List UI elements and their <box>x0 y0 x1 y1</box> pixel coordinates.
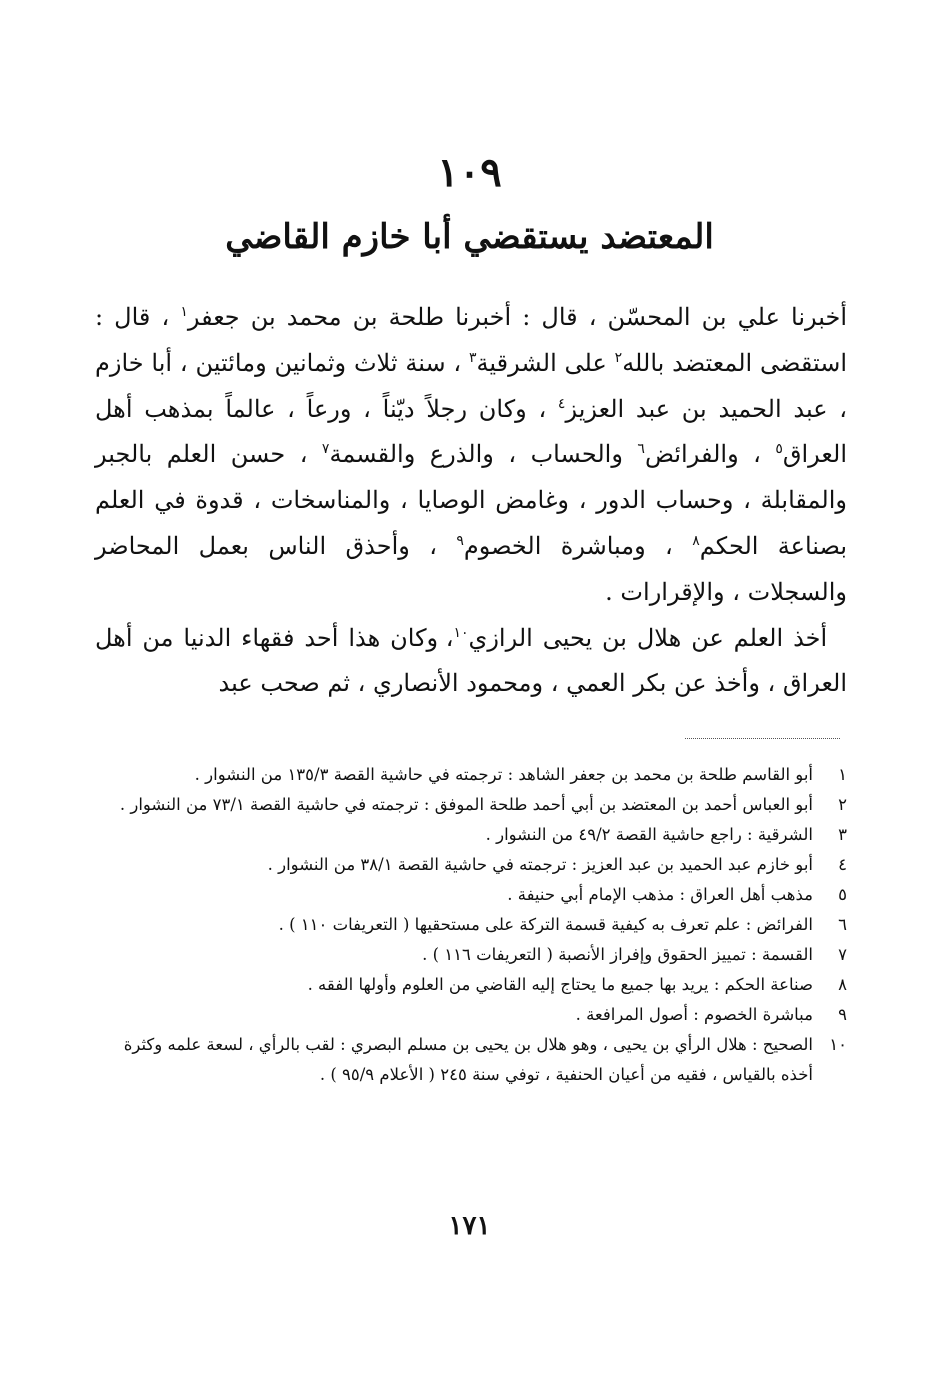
paragraph-2 <box>95 616 847 708</box>
footnote-number: ٢ <box>838 795 847 814</box>
footnote-ref: ٢ <box>614 349 623 366</box>
footnote-item <box>95 1000 847 1030</box>
footnote-number: ٤ <box>838 855 847 874</box>
footnote-item <box>95 970 847 1000</box>
footnote-ref: ٨ <box>692 532 700 549</box>
footnote-text: الفرائض : علم تعرف به كيفية قسمة التركة على مستحقيها ( التعريفات ١١٠ ) . <box>278 915 813 934</box>
footnote-text: أبو خازم عبد الحميد بن عبد العزيز : ترجمته في حاشية القصة ٣٨/١ من النشوار . <box>267 855 813 874</box>
footnote-item <box>95 820 847 850</box>
text-run: أخبرنا علي بن المحسّن ، قال : أخبرنا طلحة بن محمد بن جعفر <box>187 303 847 331</box>
story-title: المعتضد يستقضي أبا خازم القاضي <box>225 217 714 257</box>
footnote-number: ٨ <box>838 975 847 994</box>
footnote-text: القسمة : تمييز الحقوق وإفراز الأنصبة ( التعريفات ١١٦ ) . <box>422 945 813 964</box>
footnotes <box>95 760 847 1090</box>
footnote-ref: ٩ <box>456 532 464 549</box>
footnote-divider <box>685 738 840 739</box>
footnote-number: ٦ <box>838 915 847 934</box>
footnote-text: صناعة الحكم : يريد بها جميع ما يحتاج إليه القاضي من العلوم وأولها الفقه . <box>307 975 813 994</box>
text-run: على الشرقية <box>476 348 615 377</box>
footnote-number: ٣ <box>838 825 847 844</box>
text-run: ، والفرائض <box>644 440 776 469</box>
footnote-ref: ٣ <box>468 349 477 366</box>
page-number: ١٧١ <box>448 1211 491 1241</box>
text-run: أخذ العلم عن هلال بن يحيى الرازي <box>468 623 828 652</box>
footnote-text: أبو العباس أحمد بن المعتضد بن أبي أحمد طلحة الموفق : ترجمته في حاشية القصة ٧٣/١ من النشوار . <box>119 795 813 814</box>
footnote-item <box>95 940 847 970</box>
footnote-item <box>95 880 847 910</box>
footnote-ref: ١ <box>180 304 188 320</box>
footnote-text: الشرقية : راجع حاشية القصة ٤٩/٢ من النشوار . <box>485 825 813 844</box>
main-text <box>95 295 847 707</box>
footnote-number: ١٠ <box>829 1035 847 1054</box>
footnote-ref: ٦ <box>637 441 645 458</box>
text-run: والحساب ، والذرع والقسمة <box>329 440 638 469</box>
footnote-text: مباشرة الخصوم : أصول المرافعة . <box>575 1005 813 1024</box>
footnote-ref: ٥ <box>775 441 783 458</box>
text-run: ، قال : استقضى المعتضد بالله <box>95 303 848 377</box>
footnote-item <box>95 760 847 790</box>
footnote-text: أبو القاسم طلحة بن محمد بن جعفر الشاهد : ترجمته في حاشية القصة ١٣٥/٣ من النشوار . <box>194 765 813 784</box>
text-run: ، حسن العلم بالجبر والمقابلة ، وحساب الدور ، وغامض الوصايا ، والمناسخات ، قدوة في العلم بصناعة الحكم <box>95 440 848 560</box>
text-run: ، وكان هذا أحد فقهاء الدنيا من أهل العراق ، وأخذ عن بكر العمي ، ومحمود الأنصاري ، ثم صحب عبد <box>95 623 847 698</box>
footnote-text: مذهب أهل العراق : مذهب الإمام أبي حنيفة . <box>507 885 813 904</box>
text-run: ، سنة ثلاث وثمانين ومائتين ، أبا خازم ، عبد الحميد بن عبد العزيز <box>95 348 847 423</box>
footnote-number: ٩ <box>838 1005 847 1024</box>
footnote-text: الصحيح : هلال الرأي بن يحيى ، وهو هلال بن يحيى بن مسلم البصري : لقب بالرأي ، لسعة علمه وكثرة أخذه بالقياس ، فقيه من أعيان الحنفية ، توفي سنة ٢٤٥ ( الأعلام ٩٥/٩ ) . <box>123 1035 813 1084</box>
footnote-ref: ١٠ <box>453 624 469 641</box>
footnote-ref: ٤ <box>557 395 566 412</box>
text-run: ، وكان رجلاً ديّناً ، ورعاً ، عالماً بمذهب أهل العراق <box>95 394 847 469</box>
footnote-item <box>95 790 847 820</box>
footnote-item <box>95 910 847 940</box>
footnote-number: ٧ <box>838 945 847 964</box>
paragraph-1 <box>95 295 847 616</box>
story-number: ١٠٩ <box>437 149 502 196</box>
text-run: ، وأحذق الناس بعمل المحاضر والسجلات ، والإقرارات . <box>95 531 847 606</box>
footnote-item <box>95 1030 847 1090</box>
footnote-number: ٥ <box>838 885 847 904</box>
footnote-ref: ٧ <box>321 441 330 458</box>
footnote-number: ١ <box>838 765 847 784</box>
footnote-item <box>95 850 847 880</box>
text-run: ، ومباشرة الخصوم <box>463 531 693 560</box>
